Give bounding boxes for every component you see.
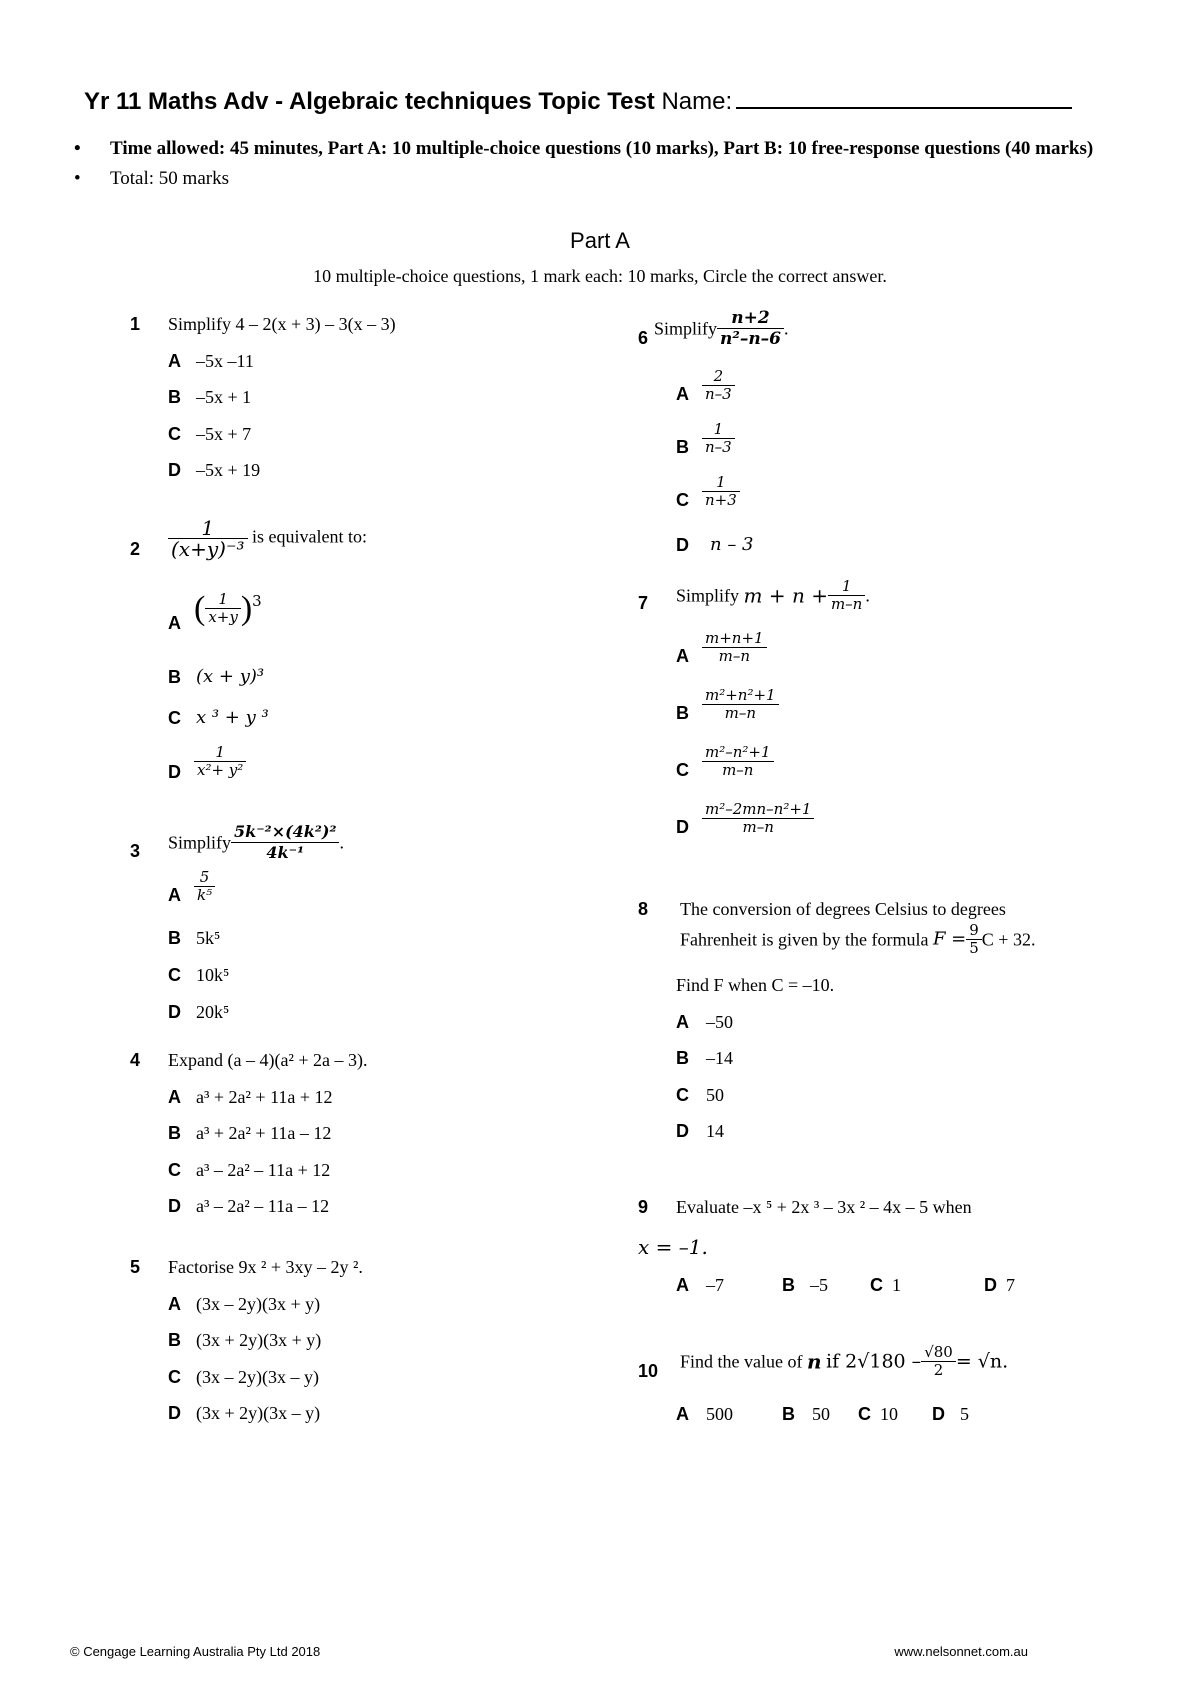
q4-option-d-label[interactable]: D	[168, 1196, 181, 1216]
q5-number: 5	[130, 1257, 141, 1277]
q1-option-c[interactable]: –5x + 7	[196, 424, 252, 444]
q5-option-b-label[interactable]: B	[168, 1330, 181, 1350]
q7-option-b-label[interactable]: B	[676, 703, 689, 723]
info-bullet-time: • Time allowed: 45 minutes, Part A: 10 multiple-choice questions (10 marks), Part B: 10 free-response questions (40 marks)	[70, 136, 1130, 162]
q7-fraction: $\frac{1}{m-n}$	[828, 578, 865, 613]
q2-option-a-label[interactable]: A	[168, 613, 181, 633]
q3-fraction: $\frac{\text{5k⁻²×(4k²)²}}{\text{4k⁻¹}}$	[231, 822, 339, 863]
q9-option-c-label[interactable]: C	[870, 1275, 883, 1295]
name-blank	[736, 89, 1072, 109]
page-title	[84, 88, 1072, 116]
q4-number: 4	[130, 1050, 141, 1070]
q1-option-c-label[interactable]: C	[168, 424, 181, 444]
q9-option-b-label[interactable]: B	[782, 1275, 795, 1295]
q3-number: 3	[130, 841, 141, 861]
q1-option-d[interactable]: –5x + 19	[196, 460, 261, 480]
q6-option-a-label[interactable]: A	[676, 384, 689, 404]
q7-option-d-label[interactable]: D	[676, 817, 689, 837]
q3-option-a-label[interactable]: A	[168, 885, 181, 905]
q8-option-a-label[interactable]: A	[676, 1012, 689, 1032]
q5-option-d-label[interactable]: D	[168, 1403, 181, 1423]
q2-option-a[interactable]: ( $\frac{1}{x+y}$ )$^3$	[194, 589, 262, 627]
q3-option-d-label[interactable]: D	[168, 1002, 181, 1022]
q10-option-c[interactable]: 10	[880, 1404, 898, 1424]
q7-option-a-label[interactable]: A	[676, 646, 689, 666]
q4-option-c-label[interactable]: C	[168, 1160, 181, 1180]
q5-option-d[interactable]: (3x + 2y)(3x – y)	[196, 1403, 321, 1423]
q5-option-c[interactable]: (3x – 2y)(3x – y)	[196, 1367, 319, 1387]
footer-website-link[interactable]: www.nelsonnet.com.au	[894, 1644, 1028, 1659]
q5-option-c-label[interactable]: C	[168, 1367, 181, 1387]
q8-line1: The conversion of degrees Celsius to degrees	[680, 899, 1006, 919]
q8-option-d-label[interactable]: D	[676, 1121, 689, 1141]
q2-option-c[interactable]: x ³ + y ³	[196, 707, 269, 728]
q6-fraction: $\frac{n+2}{\text{n²–n–6}}$	[717, 308, 784, 349]
q2-option-b-label[interactable]: B	[168, 667, 181, 687]
q9-number: 9	[638, 1197, 649, 1217]
q3-text: Simplify $\frac{\text{5k⁻²×(4k²)²}}{\text{4k⁻¹}}$ .	[168, 822, 344, 862]
q3-option-b[interactable]: 5k⁵	[196, 928, 221, 948]
q3-option-b-label[interactable]: B	[168, 928, 181, 948]
q4-text: Expand (a – 4)(a² + 2a – 3).	[168, 1050, 368, 1070]
q10-text: Find the value of n if 2√180 – $\frac{√80}{2}$ = √n.	[680, 1343, 1009, 1379]
q2-option-b[interactable]: (x + y)³	[196, 666, 265, 687]
q9-option-c[interactable]: 1	[892, 1275, 901, 1295]
q1-option-d-label[interactable]: D	[168, 460, 181, 480]
q5-option-a[interactable]: (3x – 2y)(3x + y)	[196, 1294, 321, 1314]
q1-option-b-label[interactable]: B	[168, 387, 181, 407]
bullet-dot-icon: •	[74, 168, 81, 189]
q8-option-b-label[interactable]: B	[676, 1048, 689, 1068]
q7-option-b[interactable]: $\frac{\text{m²+n²+1}}{m-n}$	[702, 687, 779, 722]
q4-option-a[interactable]: a³ + 2a² + 11a + 12	[196, 1087, 333, 1107]
q2-option-d-label[interactable]: D	[168, 762, 181, 782]
q6-option-c[interactable]: $\frac{1}{n+3}$	[702, 474, 740, 509]
q9-option-a-label[interactable]: A	[676, 1275, 689, 1295]
bullet-dot-icon: •	[74, 138, 81, 159]
q8-option-a[interactable]: –50	[706, 1012, 733, 1032]
q9-line2: x = –1.	[638, 1235, 708, 1259]
q1-option-a[interactable]: –5x –11	[196, 351, 254, 371]
q10-fraction: $\frac{√80}{2}$	[921, 1344, 956, 1379]
q5-option-b[interactable]: (3x + 2y)(3x + y)	[196, 1330, 322, 1350]
q1-number: 1	[130, 314, 141, 334]
q10-option-b[interactable]: 50	[812, 1404, 830, 1424]
q4-option-a-label[interactable]: A	[168, 1087, 181, 1107]
q2-option-c-label[interactable]: C	[168, 708, 181, 728]
q2-fraction: $\frac{1}{\text{(x+y)⁻³}}$	[168, 518, 248, 559]
q4-option-c[interactable]: a³ – 2a² – 11a + 12	[196, 1160, 331, 1180]
q6-option-a[interactable]: $\frac{2}{n-3}$	[702, 368, 735, 403]
q3-option-a[interactable]: $\frac{5}{\text{k⁵}}$	[194, 869, 215, 904]
q7-number: 7	[638, 593, 649, 613]
q8-number: 8	[638, 899, 649, 919]
q10-option-d-label[interactable]: D	[932, 1404, 945, 1424]
q6-option-d-label[interactable]: D	[676, 535, 689, 555]
part-a-instructions: 10 multiple-choice questions, 1 mark each: 10 marks, Circle the correct answer.	[313, 266, 887, 286]
q6-option-c-label[interactable]: C	[676, 490, 689, 510]
name-label: Name:	[661, 88, 733, 115]
q10-option-a[interactable]: 500	[706, 1404, 733, 1424]
q4-option-b[interactable]: a³ + 2a² + 11a – 12	[196, 1123, 332, 1143]
q4-option-b-label[interactable]: B	[168, 1123, 181, 1143]
q3-option-d[interactable]: 20k⁵	[196, 1002, 230, 1022]
q7-option-c-label[interactable]: C	[676, 760, 689, 780]
q8-option-c[interactable]: 50	[706, 1085, 724, 1105]
q10-number: 10	[638, 1361, 659, 1381]
q9-option-b[interactable]: –5	[810, 1275, 828, 1295]
q7-option-c[interactable]: $\frac{\text{m²–n²+1}}{m-n}$	[702, 744, 774, 779]
q9-option-a[interactable]: –7	[706, 1275, 724, 1295]
q2-number: 2	[130, 539, 141, 559]
q6-text: Simplify $\frac{n+2}{\text{n²–n–6}}$ .	[654, 308, 789, 349]
q7-option-d[interactable]: $\frac{\text{m²–2mn–n²+1}}{m-n}$	[702, 801, 814, 836]
q6-option-b-label[interactable]: B	[676, 437, 689, 457]
part-a-heading: Part A	[570, 228, 630, 253]
q6-option-b[interactable]: $\frac{1}{n-3}$	[702, 421, 735, 456]
q7-option-a[interactable]: $\frac{m+n+1}{m-n}$	[702, 630, 767, 665]
q10-option-b-label[interactable]: B	[782, 1404, 795, 1424]
q8-option-c-label[interactable]: C	[676, 1085, 689, 1105]
q8-fraction: $\frac{9}{5}$	[966, 922, 982, 957]
q7-text: Simplify m + n + $\frac{1}{m-n}$ .	[676, 577, 870, 613]
q8-line3: Find F when C = –10.	[676, 975, 835, 995]
q9-option-d-label[interactable]: D	[984, 1275, 997, 1295]
q8-option-d[interactable]: 14	[706, 1121, 724, 1141]
q9-line1: Evaluate –x ⁵ + 2x ³ – 3x ² – 4x – 5 when	[676, 1197, 972, 1217]
q2-option-d[interactable]: $\frac{1}{\text{x²+ y²}}$	[194, 744, 246, 779]
info-list	[70, 136, 1130, 196]
q2-text: $\frac{1}{\text{(x+y)⁻³}}$ is equivalent to:	[168, 518, 367, 559]
q9-option-d[interactable]: 7	[1006, 1275, 1015, 1295]
q3-option-c[interactable]: 10k⁵	[196, 965, 230, 985]
q5-option-a-label[interactable]: A	[168, 1294, 181, 1314]
q6-number: 6	[638, 328, 649, 348]
test-title: Yr 11 Maths Adv - Algebraic techniques Topic Test	[84, 88, 655, 115]
q1-option-a-label[interactable]: A	[168, 351, 181, 371]
q4-option-d[interactable]: a³ – 2a² – 11a – 12	[196, 1196, 330, 1216]
q3-option-c-label[interactable]: C	[168, 965, 181, 985]
q8-option-b[interactable]: –14	[706, 1048, 733, 1068]
footer-copyright: © Cengage Learning Australia Pty Ltd 2018	[70, 1644, 321, 1659]
q5-text: Factorise 9x ² + 3xy – 2y ².	[168, 1257, 363, 1277]
q8-line2: Fahrenheit is given by the formula F = $\frac{9}{5}$ C + 32.	[680, 921, 1036, 957]
q10-option-d[interactable]: 5	[960, 1404, 969, 1424]
q10-option-a-label[interactable]: A	[676, 1404, 689, 1424]
q10-option-c-label[interactable]: C	[858, 1404, 871, 1424]
info-bullet-total: • Total: 50 marks	[70, 166, 1130, 192]
q1-text: Simplify 4 – 2(x + 3) – 3(x – 3)	[168, 314, 396, 334]
q6-option-d[interactable]: n – 3	[710, 534, 754, 555]
q1-option-b[interactable]: –5x + 1	[196, 387, 252, 407]
